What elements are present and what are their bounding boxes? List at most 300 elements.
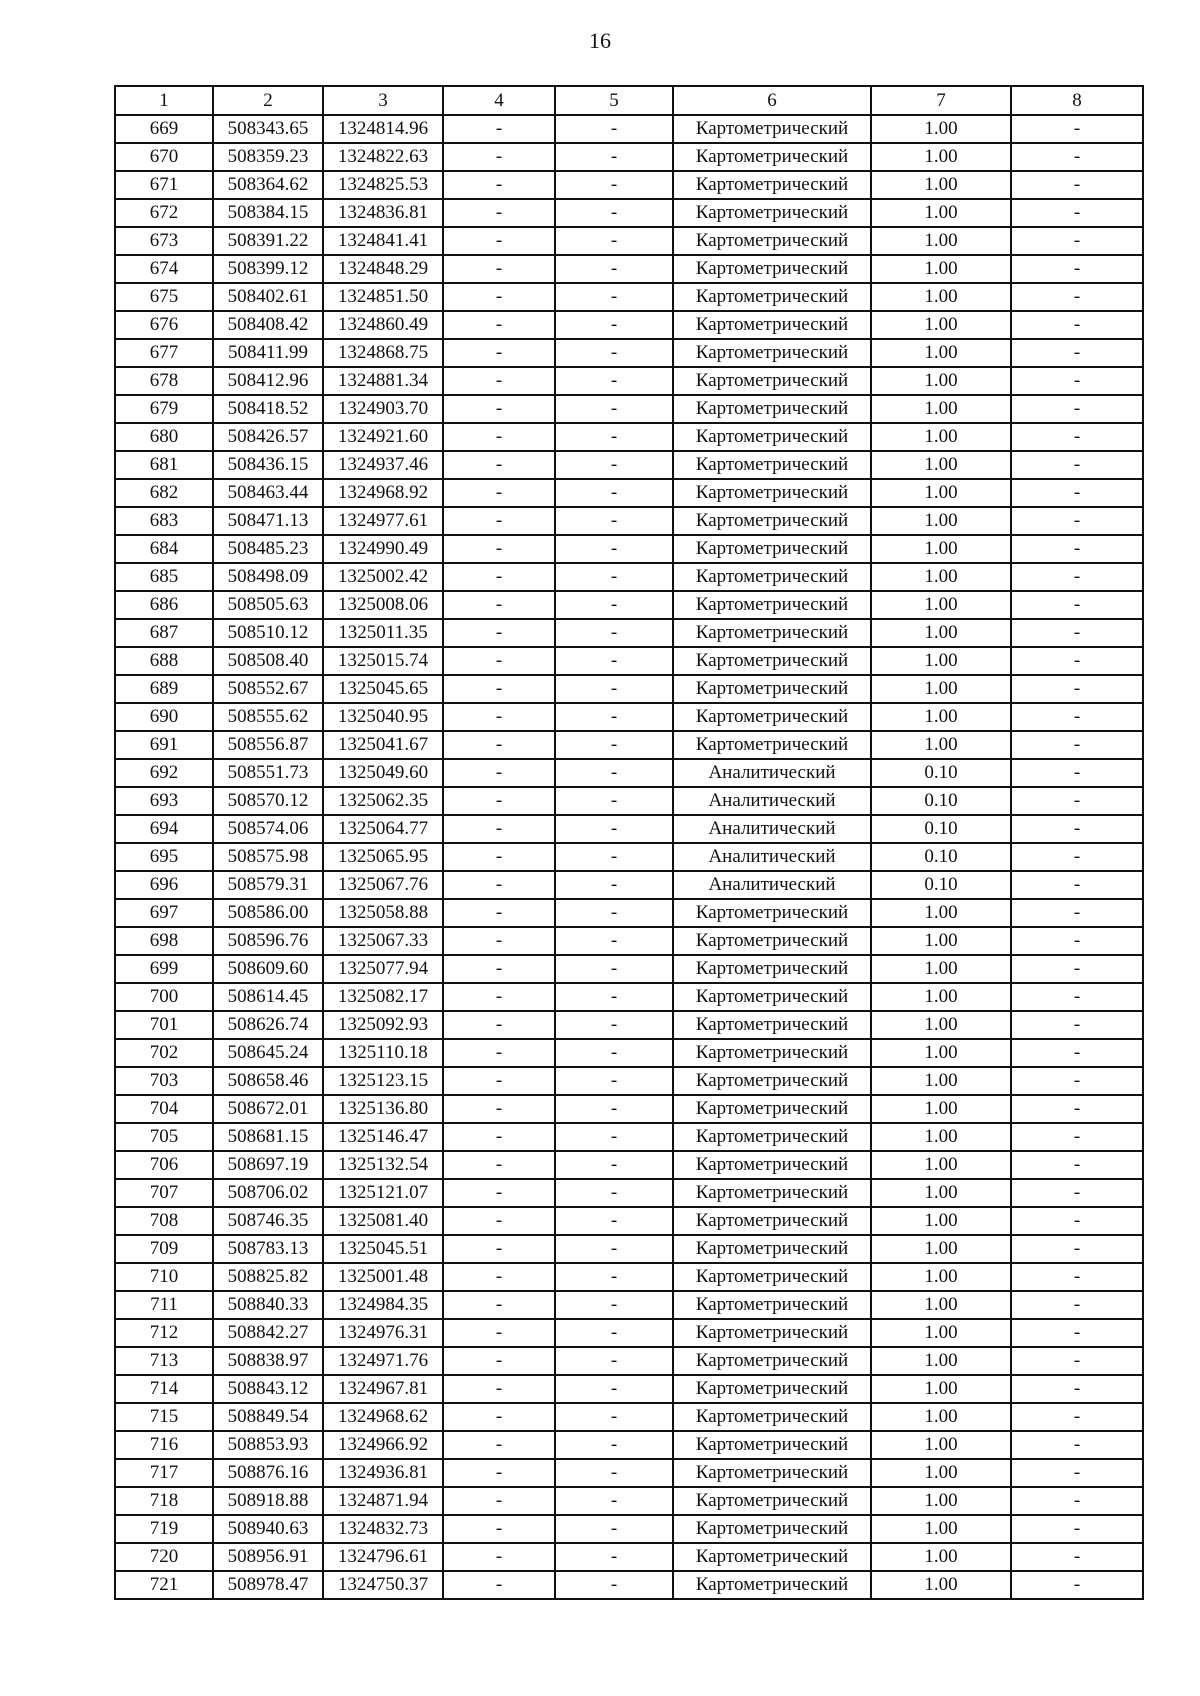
method-cell: Картометрический	[673, 115, 871, 143]
table-row	[115, 1291, 1143, 1319]
x-coordinate-cell: 508614.45	[213, 983, 323, 1011]
table-row	[115, 1039, 1143, 1067]
point-number-cell: 673	[115, 227, 213, 255]
table-row	[115, 1515, 1143, 1543]
point-number-cell: 707	[115, 1179, 213, 1207]
point-number-cell: 710	[115, 1263, 213, 1291]
accuracy-cell: 1.00	[871, 983, 1011, 1011]
accuracy-cell: 1.00	[871, 255, 1011, 283]
column-8-cell: -	[1011, 1235, 1143, 1263]
accuracy-cell: 1.00	[871, 339, 1011, 367]
column-5-cell: -	[555, 283, 673, 311]
column-4-cell: -	[443, 1095, 555, 1123]
method-cell: Картометрический	[673, 227, 871, 255]
accuracy-cell: 1.00	[871, 1235, 1011, 1263]
column-4-cell: -	[443, 703, 555, 731]
accuracy-cell: 1.00	[871, 1459, 1011, 1487]
point-number-cell: 690	[115, 703, 213, 731]
table-row	[115, 1431, 1143, 1459]
point-number-cell: 695	[115, 843, 213, 871]
table-row	[115, 1207, 1143, 1235]
column-8-cell: -	[1011, 507, 1143, 535]
column-8-cell: -	[1011, 479, 1143, 507]
header-cell-6: 6	[673, 86, 871, 115]
y-coordinate-cell: 1324750.37	[323, 1571, 443, 1599]
column-5-cell: -	[555, 843, 673, 871]
column-5-cell: -	[555, 955, 673, 983]
column-8-cell: -	[1011, 591, 1143, 619]
column-8-cell: -	[1011, 927, 1143, 955]
accuracy-cell: 1.00	[871, 451, 1011, 479]
x-coordinate-cell: 508364.62	[213, 171, 323, 199]
column-4-cell: -	[443, 1067, 555, 1095]
x-coordinate-cell: 508418.52	[213, 395, 323, 423]
x-coordinate-cell: 508551.73	[213, 759, 323, 787]
method-cell: Картометрический	[673, 1235, 871, 1263]
method-cell: Картометрический	[673, 1571, 871, 1599]
x-coordinate-cell: 508505.63	[213, 591, 323, 619]
column-4-cell: -	[443, 115, 555, 143]
column-5-cell: -	[555, 1375, 673, 1403]
column-5-cell: -	[555, 1263, 673, 1291]
column-5-cell: -	[555, 367, 673, 395]
table-row	[115, 1123, 1143, 1151]
table-row	[115, 1487, 1143, 1515]
column-8-cell: -	[1011, 1151, 1143, 1179]
column-8-cell: -	[1011, 339, 1143, 367]
column-4-cell: -	[443, 311, 555, 339]
table-row	[115, 395, 1143, 423]
y-coordinate-cell: 1324936.81	[323, 1459, 443, 1487]
point-number-cell: 689	[115, 675, 213, 703]
column-4-cell: -	[443, 367, 555, 395]
x-coordinate-cell: 508825.82	[213, 1263, 323, 1291]
column-4-cell: -	[443, 199, 555, 227]
accuracy-cell: 1.00	[871, 1319, 1011, 1347]
x-coordinate-cell: 508570.12	[213, 787, 323, 815]
column-4-cell: -	[443, 731, 555, 759]
column-5-cell: -	[555, 899, 673, 927]
column-5-cell: -	[555, 143, 673, 171]
column-8-cell: -	[1011, 563, 1143, 591]
table-row	[115, 535, 1143, 563]
y-coordinate-cell: 1324968.62	[323, 1403, 443, 1431]
accuracy-cell: 1.00	[871, 1487, 1011, 1515]
method-cell: Картометрический	[673, 563, 871, 591]
column-8-cell: -	[1011, 1375, 1143, 1403]
column-4-cell: -	[443, 647, 555, 675]
method-cell: Картометрический	[673, 1123, 871, 1151]
point-number-cell: 687	[115, 619, 213, 647]
table-row	[115, 1403, 1143, 1431]
header-cell-3: 3	[323, 86, 443, 115]
column-5-cell: -	[555, 1319, 673, 1347]
method-cell: Картометрический	[673, 1207, 871, 1235]
column-4-cell: -	[443, 955, 555, 983]
column-5-cell: -	[555, 1039, 673, 1067]
accuracy-cell: 0.10	[871, 871, 1011, 899]
column-4-cell: -	[443, 479, 555, 507]
x-coordinate-cell: 508411.99	[213, 339, 323, 367]
point-number-cell: 715	[115, 1403, 213, 1431]
accuracy-cell: 1.00	[871, 1151, 1011, 1179]
y-coordinate-cell: 1325045.51	[323, 1235, 443, 1263]
column-8-cell: -	[1011, 395, 1143, 423]
x-coordinate-cell: 508399.12	[213, 255, 323, 283]
accuracy-cell: 1.00	[871, 563, 1011, 591]
column-5-cell: -	[555, 339, 673, 367]
method-cell: Картометрический	[673, 367, 871, 395]
point-number-cell: 699	[115, 955, 213, 983]
table-row	[115, 1571, 1143, 1599]
y-coordinate-cell: 1324848.29	[323, 255, 443, 283]
y-coordinate-cell: 1324984.35	[323, 1291, 443, 1319]
table-row	[115, 1263, 1143, 1291]
point-number-cell: 706	[115, 1151, 213, 1179]
column-4-cell: -	[443, 1291, 555, 1319]
column-5-cell: -	[555, 1151, 673, 1179]
x-coordinate-cell: 508853.93	[213, 1431, 323, 1459]
column-4-cell: -	[443, 675, 555, 703]
point-number-cell: 718	[115, 1487, 213, 1515]
y-coordinate-cell: 1325058.88	[323, 899, 443, 927]
point-number-cell: 704	[115, 1095, 213, 1123]
x-coordinate-cell: 508956.91	[213, 1543, 323, 1571]
column-4-cell: -	[443, 1431, 555, 1459]
x-coordinate-cell: 508402.61	[213, 283, 323, 311]
accuracy-cell: 1.00	[871, 619, 1011, 647]
column-5-cell: -	[555, 1347, 673, 1375]
method-cell: Картометрический	[673, 731, 871, 759]
column-4-cell: -	[443, 983, 555, 1011]
method-cell: Аналитический	[673, 815, 871, 843]
table-row	[115, 983, 1143, 1011]
table-row	[115, 451, 1143, 479]
column-8-cell: -	[1011, 983, 1143, 1011]
x-coordinate-cell: 508783.13	[213, 1235, 323, 1263]
column-8-cell: -	[1011, 731, 1143, 759]
column-4-cell: -	[443, 619, 555, 647]
column-8-cell: -	[1011, 1011, 1143, 1039]
accuracy-cell: 1.00	[871, 1375, 1011, 1403]
x-coordinate-cell: 508876.16	[213, 1459, 323, 1487]
y-coordinate-cell: 1324871.94	[323, 1487, 443, 1515]
method-cell: Картометрический	[673, 1179, 871, 1207]
column-5-cell: -	[555, 1179, 673, 1207]
accuracy-cell: 1.00	[871, 731, 1011, 759]
x-coordinate-cell: 508918.88	[213, 1487, 323, 1515]
point-number-cell: 714	[115, 1375, 213, 1403]
x-coordinate-cell: 508574.06	[213, 815, 323, 843]
column-5-cell: -	[555, 1487, 673, 1515]
column-8-cell: -	[1011, 283, 1143, 311]
column-8-cell: -	[1011, 171, 1143, 199]
y-coordinate-cell: 1325081.40	[323, 1207, 443, 1235]
y-coordinate-cell: 1325110.18	[323, 1039, 443, 1067]
point-number-cell: 697	[115, 899, 213, 927]
x-coordinate-cell: 508471.13	[213, 507, 323, 535]
table-row	[115, 1459, 1143, 1487]
column-4-cell: -	[443, 759, 555, 787]
table-row	[115, 283, 1143, 311]
column-8-cell: -	[1011, 843, 1143, 871]
table-row	[115, 1011, 1143, 1039]
method-cell: Картометрический	[673, 1039, 871, 1067]
y-coordinate-cell: 1324921.60	[323, 423, 443, 451]
point-number-cell: 672	[115, 199, 213, 227]
accuracy-cell: 1.00	[871, 1571, 1011, 1599]
y-coordinate-cell: 1325132.54	[323, 1151, 443, 1179]
table-row	[115, 367, 1143, 395]
point-number-cell: 682	[115, 479, 213, 507]
accuracy-cell: 1.00	[871, 227, 1011, 255]
method-cell: Картометрический	[673, 143, 871, 171]
column-5-cell: -	[555, 1431, 673, 1459]
column-5-cell: -	[555, 227, 673, 255]
page-number: 16	[589, 28, 611, 53]
x-coordinate-cell: 508579.31	[213, 871, 323, 899]
column-8-cell: -	[1011, 815, 1143, 843]
accuracy-cell: 0.10	[871, 787, 1011, 815]
table-row	[115, 115, 1143, 143]
accuracy-cell: 1.00	[871, 1095, 1011, 1123]
y-coordinate-cell: 1325041.67	[323, 731, 443, 759]
x-coordinate-cell: 508463.44	[213, 479, 323, 507]
accuracy-cell: 1.00	[871, 1039, 1011, 1067]
column-5-cell: -	[555, 647, 673, 675]
method-cell: Картометрический	[673, 955, 871, 983]
point-number-cell: 702	[115, 1039, 213, 1067]
method-cell: Картометрический	[673, 591, 871, 619]
point-number-cell: 712	[115, 1319, 213, 1347]
accuracy-cell: 1.00	[871, 479, 1011, 507]
column-5-cell: -	[555, 1291, 673, 1319]
y-coordinate-cell: 1325067.33	[323, 927, 443, 955]
point-number-cell: 677	[115, 339, 213, 367]
accuracy-cell: 1.00	[871, 283, 1011, 311]
table-row	[115, 843, 1143, 871]
table-row	[115, 227, 1143, 255]
accuracy-cell: 1.00	[871, 171, 1011, 199]
column-4-cell: -	[443, 507, 555, 535]
point-number-cell: 708	[115, 1207, 213, 1235]
point-number-cell: 713	[115, 1347, 213, 1375]
x-coordinate-cell: 508843.12	[213, 1375, 323, 1403]
accuracy-cell: 1.00	[871, 1263, 1011, 1291]
y-coordinate-cell: 1325092.93	[323, 1011, 443, 1039]
point-number-cell: 719	[115, 1515, 213, 1543]
column-8-cell: -	[1011, 871, 1143, 899]
accuracy-cell: 1.00	[871, 1207, 1011, 1235]
accuracy-cell: 1.00	[871, 423, 1011, 451]
column-5-cell: -	[555, 983, 673, 1011]
point-number-cell: 694	[115, 815, 213, 843]
column-8-cell: -	[1011, 1515, 1143, 1543]
method-cell: Картометрический	[673, 339, 871, 367]
column-5-cell: -	[555, 507, 673, 535]
column-4-cell: -	[443, 395, 555, 423]
accuracy-cell: 1.00	[871, 395, 1011, 423]
x-coordinate-cell: 508645.24	[213, 1039, 323, 1067]
accuracy-cell: 1.00	[871, 927, 1011, 955]
point-number-cell: 683	[115, 507, 213, 535]
accuracy-cell: 1.00	[871, 1431, 1011, 1459]
table-row	[115, 1347, 1143, 1375]
header-cell-1: 1	[115, 86, 213, 115]
column-5-cell: -	[555, 199, 673, 227]
accuracy-cell: 1.00	[871, 591, 1011, 619]
column-4-cell: -	[443, 171, 555, 199]
column-8-cell: -	[1011, 899, 1143, 927]
table-row	[115, 563, 1143, 591]
column-5-cell: -	[555, 479, 673, 507]
column-4-cell: -	[443, 1543, 555, 1571]
point-number-cell: 700	[115, 983, 213, 1011]
table-row	[115, 1179, 1143, 1207]
column-4-cell: -	[443, 1039, 555, 1067]
column-4-cell: -	[443, 1515, 555, 1543]
table-row	[115, 647, 1143, 675]
x-coordinate-cell: 508978.47	[213, 1571, 323, 1599]
point-number-cell: 681	[115, 451, 213, 479]
column-4-cell: -	[443, 451, 555, 479]
column-8-cell: -	[1011, 199, 1143, 227]
accuracy-cell: 1.00	[871, 115, 1011, 143]
column-5-cell: -	[555, 815, 673, 843]
column-4-cell: -	[443, 1403, 555, 1431]
column-5-cell: -	[555, 255, 673, 283]
point-number-cell: 671	[115, 171, 213, 199]
x-coordinate-cell: 508436.15	[213, 451, 323, 479]
column-5-cell: -	[555, 675, 673, 703]
accuracy-cell: 1.00	[871, 703, 1011, 731]
method-cell: Аналитический	[673, 843, 871, 871]
accuracy-cell: 1.00	[871, 143, 1011, 171]
x-coordinate-cell: 508586.00	[213, 899, 323, 927]
column-8-cell: -	[1011, 1095, 1143, 1123]
column-5-cell: -	[555, 423, 673, 451]
column-8-cell: -	[1011, 1543, 1143, 1571]
column-4-cell: -	[443, 563, 555, 591]
method-cell: Картометрический	[673, 1543, 871, 1571]
column-5-cell: -	[555, 1571, 673, 1599]
table-header-row	[115, 86, 1143, 115]
column-8-cell: -	[1011, 1179, 1143, 1207]
column-4-cell: -	[443, 423, 555, 451]
header-cell-8: 8	[1011, 86, 1143, 115]
method-cell: Картометрический	[673, 647, 871, 675]
point-number-cell: 705	[115, 1123, 213, 1151]
table-row	[115, 731, 1143, 759]
method-cell: Картометрический	[673, 507, 871, 535]
method-cell: Картометрический	[673, 311, 871, 339]
y-coordinate-cell: 1325065.95	[323, 843, 443, 871]
accuracy-cell: 1.00	[871, 535, 1011, 563]
table-row	[115, 479, 1143, 507]
column-8-cell: -	[1011, 1431, 1143, 1459]
method-cell: Картометрический	[673, 703, 871, 731]
table-row	[115, 255, 1143, 283]
y-coordinate-cell: 1324796.61	[323, 1543, 443, 1571]
column-8-cell: -	[1011, 787, 1143, 815]
point-number-cell: 696	[115, 871, 213, 899]
method-cell: Картометрический	[673, 283, 871, 311]
x-coordinate-cell: 508706.02	[213, 1179, 323, 1207]
y-coordinate-cell: 1325049.60	[323, 759, 443, 787]
column-4-cell: -	[443, 1207, 555, 1235]
column-8-cell: -	[1011, 647, 1143, 675]
accuracy-cell: 1.00	[871, 311, 1011, 339]
x-coordinate-cell: 508412.96	[213, 367, 323, 395]
column-8-cell: -	[1011, 535, 1143, 563]
method-cell: Картометрический	[673, 1319, 871, 1347]
x-coordinate-cell: 508672.01	[213, 1095, 323, 1123]
method-cell: Аналитический	[673, 787, 871, 815]
table-row	[115, 703, 1143, 731]
y-coordinate-cell: 1325001.48	[323, 1263, 443, 1291]
x-coordinate-cell: 508510.12	[213, 619, 323, 647]
column-5-cell: -	[555, 1011, 673, 1039]
accuracy-cell: 1.00	[871, 899, 1011, 927]
y-coordinate-cell: 1325062.35	[323, 787, 443, 815]
method-cell: Картометрический	[673, 1011, 871, 1039]
table-row	[115, 1151, 1143, 1179]
table-row	[115, 507, 1143, 535]
table-row	[115, 871, 1143, 899]
table-row	[115, 619, 1143, 647]
accuracy-cell: 1.00	[871, 367, 1011, 395]
point-number-cell: 709	[115, 1235, 213, 1263]
x-coordinate-cell: 508391.22	[213, 227, 323, 255]
column-5-cell: -	[555, 787, 673, 815]
accuracy-cell: 1.00	[871, 199, 1011, 227]
column-5-cell: -	[555, 1123, 673, 1151]
y-coordinate-cell: 1324937.46	[323, 451, 443, 479]
column-4-cell: -	[443, 339, 555, 367]
column-4-cell: -	[443, 1375, 555, 1403]
x-coordinate-cell: 508746.35	[213, 1207, 323, 1235]
point-number-cell: 684	[115, 535, 213, 563]
y-coordinate-cell: 1325067.76	[323, 871, 443, 899]
column-4-cell: -	[443, 255, 555, 283]
x-coordinate-cell: 508626.74	[213, 1011, 323, 1039]
column-4-cell: -	[443, 1459, 555, 1487]
x-coordinate-cell: 508426.57	[213, 423, 323, 451]
method-cell: Картометрический	[673, 1263, 871, 1291]
y-coordinate-cell: 1324814.96	[323, 115, 443, 143]
point-number-cell: 669	[115, 115, 213, 143]
accuracy-cell: 1.00	[871, 1347, 1011, 1375]
header-cell-2: 2	[213, 86, 323, 115]
column-5-cell: -	[555, 759, 673, 787]
column-8-cell: -	[1011, 1207, 1143, 1235]
point-number-cell: 674	[115, 255, 213, 283]
column-5-cell: -	[555, 563, 673, 591]
x-coordinate-cell: 508681.15	[213, 1123, 323, 1151]
accuracy-cell: 1.00	[871, 1543, 1011, 1571]
column-8-cell: -	[1011, 1067, 1143, 1095]
column-4-cell: -	[443, 535, 555, 563]
column-4-cell: -	[443, 591, 555, 619]
y-coordinate-cell: 1325146.47	[323, 1123, 443, 1151]
column-8-cell: -	[1011, 1319, 1143, 1347]
point-number-cell: 676	[115, 311, 213, 339]
column-5-cell: -	[555, 115, 673, 143]
point-number-cell: 703	[115, 1067, 213, 1095]
table-row	[115, 927, 1143, 955]
table-row	[115, 1235, 1143, 1263]
column-8-cell: -	[1011, 1039, 1143, 1067]
